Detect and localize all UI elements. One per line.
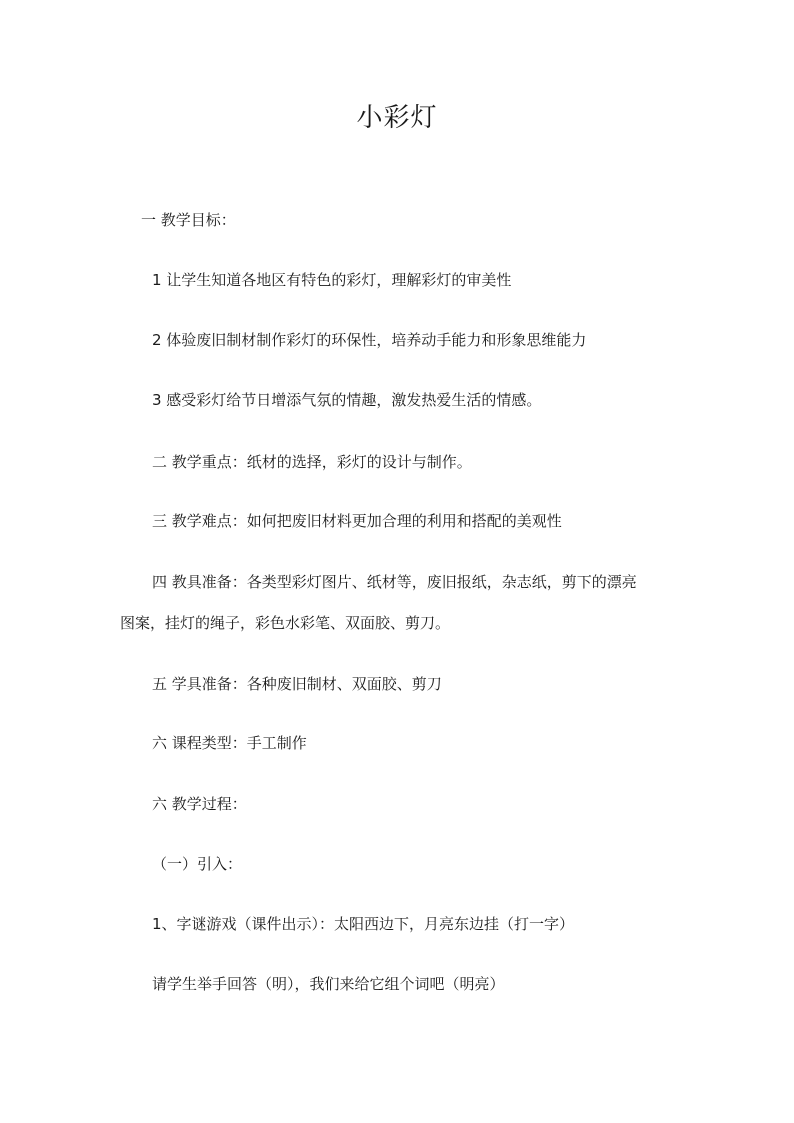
subsection-introduction: （一）引入： [152, 855, 243, 873]
section-teaching-process: 六 教学过程： [152, 795, 247, 813]
section-difficulties: 三 教学难点：如何把废旧材料更加合理的利用和搭配的美观性 [152, 512, 562, 530]
section-teaching-objectives: 一 教学目标： [141, 211, 236, 229]
section-teaching-aids: 四 教具准备：各类型彩灯图片、纸材等，废旧报纸，杂志纸，剪下的漂亮 [152, 573, 637, 591]
document-title: 小彩灯 [356, 103, 438, 133]
section-key-points: 二 教学重点：纸材的选择，彩灯的设计与制作。 [152, 453, 472, 471]
section-course-type: 六 课程类型：手工制作 [152, 734, 307, 752]
objective-2: 2 体验废旧制材制作彩灯的环保性，培养动手能力和形象思维能力 [152, 331, 587, 349]
objective-3: 3 感受彩灯给节日增添气氛的情趣，激发热爱生活的情感。 [152, 391, 542, 409]
riddle-game: 1、字谜游戏（课件出示）：太阳西边下，月亮东边挂（打一字） [152, 915, 575, 933]
section-student-materials: 五 学具准备：各种废旧制材、双面胶、剪刀 [152, 675, 442, 693]
riddle-answer-instruction: 请学生举手回答（明），我们来给它组个词吧（明亮） [152, 975, 505, 993]
section-teaching-aids-continued: 图案，挂灯的绳子，彩色水彩笔、双面胶、剪刀。 [120, 614, 451, 632]
objective-1: 1 让学生知道各地区有特色的彩灯，理解彩灯的审美性 [152, 271, 512, 289]
